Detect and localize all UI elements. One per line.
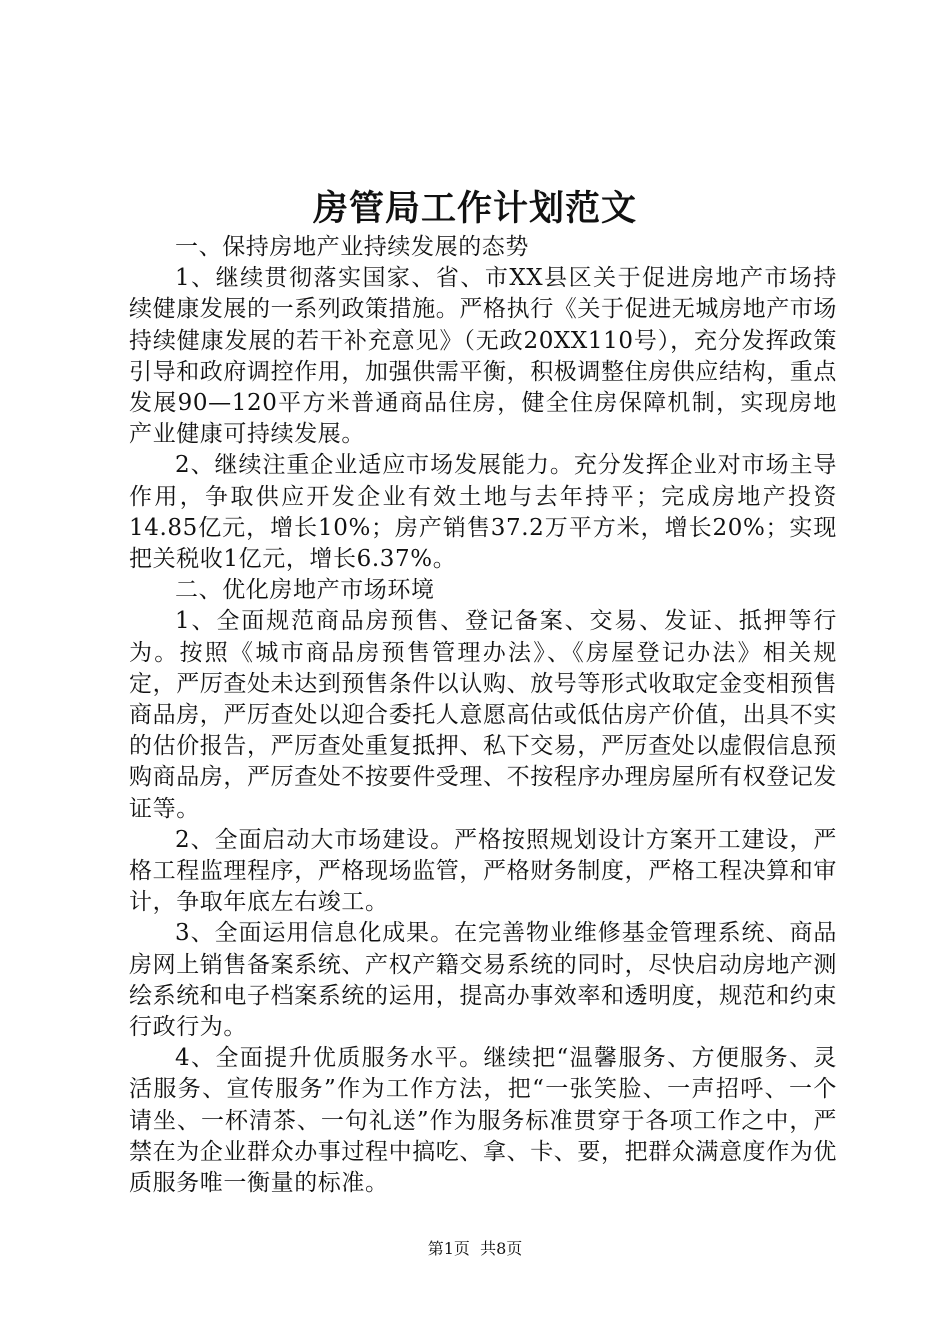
section-heading-2: 二、优化房地产市场环境 xyxy=(175,577,435,604)
document-title: 房管局工作计划范文 xyxy=(312,188,637,229)
paragraph: 3、全面运用信息化成果。在完善物业维修基金管理系统、商品房网上销售备案系统、产权产籍交易系统的同时，尽快启动房地产测绘系统和电子档案系统的运用，提高办事效率和透明度，规范和约束行政行为。 xyxy=(129,920,837,1041)
document-body xyxy=(129,232,837,1199)
section-heading-1: 一、保持房地产业持续发展的态势 xyxy=(175,234,529,260)
page-footer: 第1页 共8页 xyxy=(427,1239,523,1258)
paragraph: 1、继续贯彻落实国家、省、市XX县区关于促进房地产市场持续健康发展的一系列政策措施。严格执行《关于促进无城房地产市场持续健康发展的若干补充意见》（无政20XX110号），充分发挥政策引导和政府调控作用，加强供需平衡，积极调整住房供应结构，重点发展90—120平方米普通商品住房，健全住房保障机制，实现房地产业健康可持续发展。 xyxy=(129,265,837,448)
paragraph: 2、全面启动大市场建设。严格按照规划设计方案开工建设，严格工程监理程序，严格现场监管，严格财务制度，严格工程决算和审计，争取年底左右竣工。 xyxy=(129,826,837,916)
paragraph: 4、全面提升优质服务水平。继续把“温馨服务、方便服务、灵活服务、宣传服务”作为工作方法，把“一张笑脸、一声招呼、一个请坐、一杯清茶、一句礼送”作为服务标准贯穿于各项工作之中，严禁在为企业群众办事过程中搞吃、拿、卡、要，把群众满意度作为优质服务唯一衡量的标准。 xyxy=(129,1045,837,1197)
paragraph: 2、继续注重企业适应市场发展能力。充分发挥企业对市场主导作用，争取供应开发企业有效土地与去年持平；完成房地产投资14.85亿元，增长10%；房产销售37.2万平方米，增长20%；实现把关税收1亿元，增长6.37%。 xyxy=(129,452,837,573)
paragraph: 1、全面规范商品房预售、登记备案、交易、发证、抵押等行为。按照《城市商品房预售管理办法》、《房屋登记办法》相关规定，严厉查处未达到预售条件以认购、放号等形式收取定金变相预售商品房，严厉查处以迎合委托人意愿高估或低估房产价值，出具不实的估价报告，严厉查处重复抵押、私下交易，严厉查处以虚假信息预购商品房，严厉查处不按要件受理、不按程序办理房屋所有权登记发证等。 xyxy=(129,608,837,822)
